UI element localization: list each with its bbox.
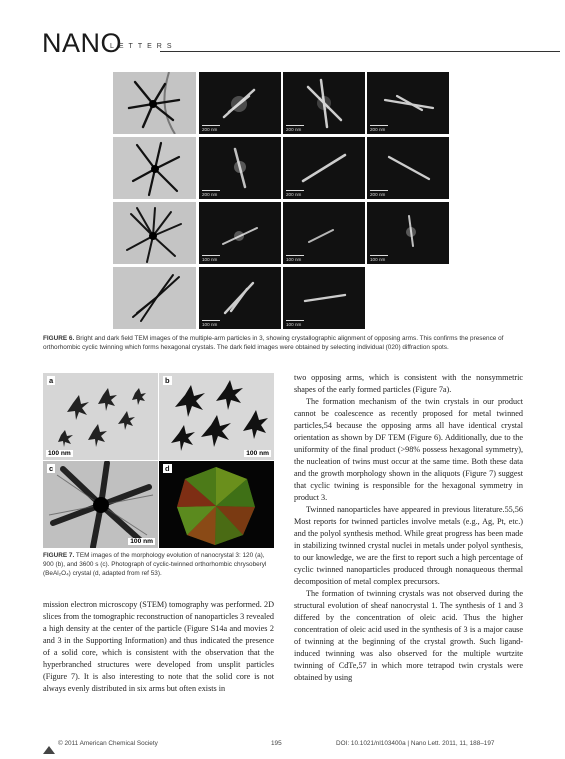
masthead-nano: NANO bbox=[42, 28, 123, 58]
footer-page-number: 195 bbox=[271, 740, 282, 747]
right-paragraph-2: The formation mechanism of the twin crystals in our product cannot be coalescence as recently proposed for metal twinned particles,54 because the opposing arms all have identical crystal orientation as shown by DF TEM (Figure 6). Additionally, due to the uniformity of the final product (>98% possess hexagonal symmetry), the nucleation of twins must occur at the same time. Both these data and the growth morphology shown in the aliquots (Figure 7) suggest that cyclic twining is responsible for the hexagonal symmetry in product 3. bbox=[294, 397, 523, 502]
masthead-rule bbox=[160, 51, 560, 52]
figure-6-caption bbox=[43, 334, 523, 352]
fig6-b-scale-1: 200 nm bbox=[202, 192, 218, 197]
fig7-label-b: b bbox=[165, 376, 170, 385]
fig6-c-dark-field-2 bbox=[283, 202, 365, 264]
fig6-d-dark-field-2 bbox=[283, 267, 365, 329]
fig6-a-dark-field-3 bbox=[367, 72, 449, 134]
fig7-panel-c bbox=[43, 461, 158, 548]
fig6-c-scale-3: 100 nm bbox=[370, 257, 386, 262]
fig7-label-a: a bbox=[49, 376, 54, 385]
figure-6-caption-body: Bright and dark field TEM images of the multiple-arm particles in 3, showing crystallographic alignment of opposing arms. This confirms the presence of orthorhombic cyclic twinning which forms hexagonal crystals. The dark field images were obtained by selecting individual (020) diffraction spots. bbox=[43, 335, 504, 351]
fig6-d-scale-1: 100 nm bbox=[202, 322, 218, 327]
fig7-panel-d bbox=[159, 461, 274, 548]
fig6-c-scale-2: 100 nm bbox=[286, 257, 302, 262]
fig7-scale-a: 100 nm bbox=[48, 450, 71, 457]
fig6-b-bright-field bbox=[113, 137, 196, 199]
fig6-a-bright-field bbox=[113, 72, 196, 134]
right-column-text bbox=[294, 372, 523, 684]
fig6-a-scale-1: 200 nm bbox=[202, 127, 218, 132]
fig6-d-bright-field bbox=[113, 267, 196, 329]
footer-doi: DOI: 10.1021/nl103400a | Nano Lett. 2011, 11, 188–197 bbox=[336, 740, 495, 747]
footer-copyright: © 2011 American Chemical Society bbox=[58, 740, 158, 747]
figure-6-caption-lead: FIGURE 6. bbox=[43, 335, 75, 342]
masthead-letters: LETTERS bbox=[110, 43, 177, 50]
fig6-a-scale-3: 200 nm bbox=[370, 127, 386, 132]
left-paragraph: mission electron microscopy (STEM) tomography was performed. 2D slices from the tomographic reconstruction of nanoparticles 3 revealed a high density at the center of the particle (Figure S14a and movies 2 and 3 in the Supporting Information) and thus indicated the presence of a solid core, which is consistent with the observation that the hyperbranched structures were developed from unsplit particles (Figure 7). It is also interesting to note that the solid core is not always evenly distributed in six arms but often exists in bbox=[43, 600, 274, 693]
figure-7-caption-body: TEM images of the morphology evolution of nanocrystal 3: 120 (a), 900 (b), and 3600 s (c). Photograph of cyclic-twinned orthorhombic chrysoberyl (BeAl₂O₄) crystal (d, adapted from ref 53). bbox=[43, 552, 267, 577]
fig6-b-dark-field-1 bbox=[199, 137, 281, 199]
figure-7-caption bbox=[43, 551, 274, 578]
fig6-a-dark-field-1 bbox=[199, 72, 281, 134]
fig7-label-c: c bbox=[49, 464, 54, 473]
fig6-b-scale-2: 200 nm bbox=[286, 192, 302, 197]
fig7-scale-b: 100 nm bbox=[246, 450, 269, 457]
fig7-panel-a bbox=[43, 373, 158, 460]
fig7-label-d: d bbox=[165, 464, 170, 473]
fig6-d-dark-field-1 bbox=[199, 267, 281, 329]
figure-7-caption-lead: FIGURE 7. bbox=[43, 552, 75, 559]
right-paragraph-3: Twinned nanoparticles have appeared in previous literature.55,56 Most reports for twinned particles involve metals (e.g., Ag, Pt, etc.) and the polyol synthesis method. While great progress has been made in stabilizing twinned crystal nuclei in metals under polyol synthesis, to our knowledge, we are the first to report such a high percentage of cyclic twinned nanoparticles produced through nonaqueous thermal decomposition of metal complex precursors. bbox=[294, 505, 523, 586]
fig6-c-scale-1: 100 nm bbox=[202, 257, 218, 262]
fig6-b-dark-field-3 bbox=[367, 137, 449, 199]
fig6-c-bright-field bbox=[113, 202, 196, 264]
acs-logo-icon bbox=[43, 741, 55, 749]
fig6-d-scale-2: 100 nm bbox=[286, 322, 302, 327]
left-column-text bbox=[43, 599, 274, 695]
right-paragraph-4: The formation of twinning crystals was not observed during the structural evolution of sheaf nanocrystal 1. The synthesis of 1 and 3 differed by the concentration of oleic acid. Thus the higher concentration of oleic acid used in the synthesis of 3 is a major cause of twinning at the beginning of the crystal growth. Such ligand-induced twinning was also observed for the multiple wurtzite twinning of CdTe,57 in which more tetrapod twin crystals were obtained by using bbox=[294, 589, 523, 682]
fig6-b-scale-3: 200 nm bbox=[370, 192, 386, 197]
fig6-c-dark-field-3 bbox=[367, 202, 449, 264]
fig6-a-dark-field-2 bbox=[283, 72, 365, 134]
fig6-c-dark-field-1 bbox=[199, 202, 281, 264]
fig6-a-scale-2: 200 nm bbox=[286, 127, 302, 132]
right-paragraph-1: two opposing arms, which is consistent with the nonsymmetric shapes of the early formed particles (Figure 7a). bbox=[294, 373, 523, 394]
fig6-b-dark-field-2 bbox=[283, 137, 365, 199]
fig7-panel-b bbox=[159, 373, 274, 460]
fig7-scale-c: 100 nm bbox=[130, 538, 153, 545]
